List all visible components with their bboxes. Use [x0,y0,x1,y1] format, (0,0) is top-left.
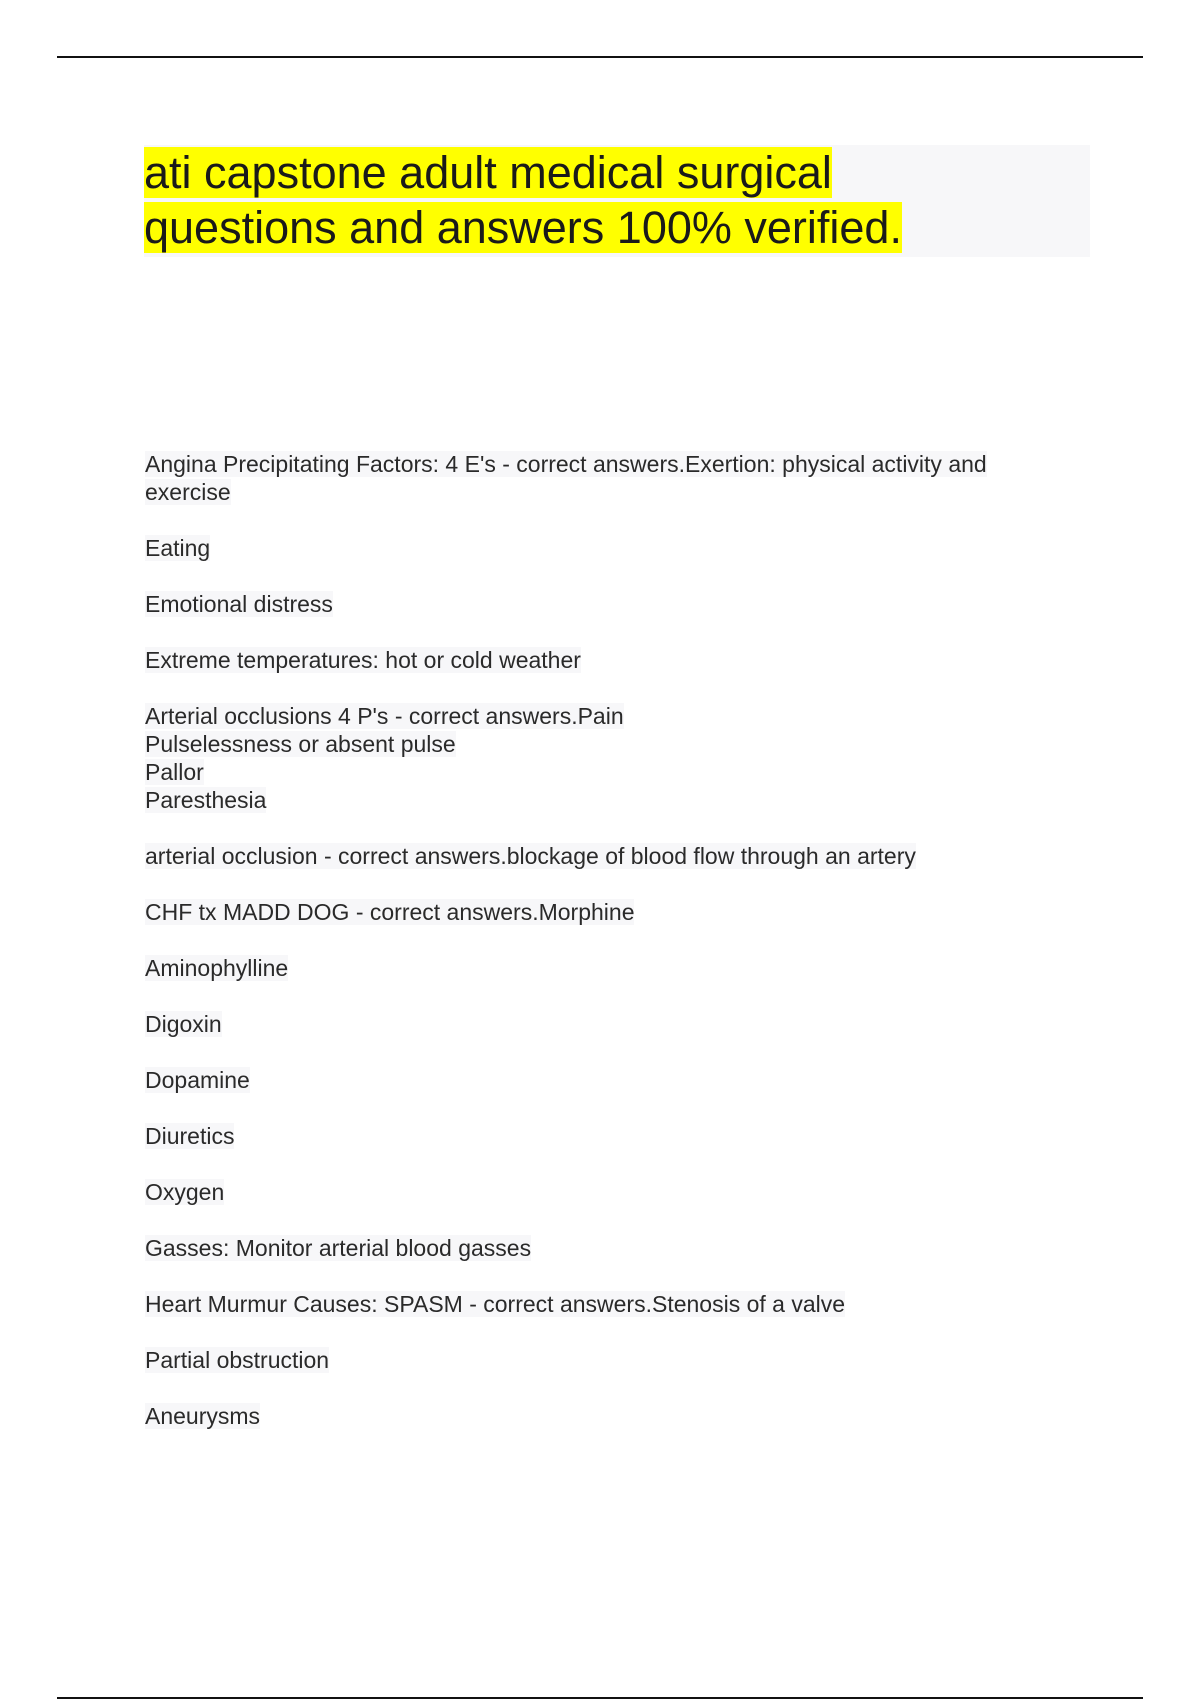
paragraph [145,1010,1075,1038]
top-rule [57,56,1143,58]
text-line: Angina Precipitating Factors: 4 E's - correct answers.Exertion: physical activity and [145,451,987,477]
paragraph [145,590,1075,618]
paragraph-chf [145,898,1075,926]
text-line: Eating [145,535,211,561]
text-line: Heart Murmur Causes: SPASM - correct answers.Stenosis of a valve [145,1291,846,1317]
text-line: Pallor [145,759,204,785]
text-line: Diuretics [145,1123,235,1149]
paragraph [145,1178,1075,1206]
text-line: Paresthesia [145,787,267,813]
paragraph [145,646,1075,674]
title-block [144,145,1090,257]
title-line-2: questions and answers 100% verified. [144,202,902,253]
paragraph [145,1346,1075,1374]
text-line: Arterial occlusions 4 P's - correct answers.Pain [145,703,624,729]
text-line: Pulselessness or absent pulse [145,731,456,757]
paragraph [145,534,1075,562]
page-title [144,145,1090,255]
text-line: CHF tx MADD DOG - correct answers.Morphine [145,899,635,925]
paragraph [145,1066,1075,1094]
text-line: Emotional distress [145,591,333,617]
bottom-rule [57,1697,1143,1699]
paragraph [145,842,1075,870]
text-line: Dopamine [145,1067,250,1093]
document-body [145,450,1075,1458]
paragraph [145,1234,1075,1262]
text-line: Partial obstruction [145,1347,330,1373]
title-line-1: ati capstone adult medical surgical [144,147,832,198]
paragraph-heart-murmur [145,1290,1075,1318]
text-line: arterial occlusion - correct answers.blockage of blood flow through an artery [145,843,916,869]
paragraph [145,1122,1075,1150]
paragraph [145,954,1075,982]
text-line: Digoxin [145,1011,222,1037]
text-line: Aneurysms [145,1403,261,1429]
paragraph-arterial-occlusions [145,702,1075,814]
text-line: Gasses: Monitor arterial blood gasses [145,1235,532,1261]
paragraph [145,1402,1075,1430]
paragraph-angina [145,450,1075,506]
text-line: exercise [145,479,231,505]
text-line: Aminophylline [145,955,289,981]
text-line: Extreme temperatures: hot or cold weather [145,647,581,673]
text-line: Oxygen [145,1179,225,1205]
